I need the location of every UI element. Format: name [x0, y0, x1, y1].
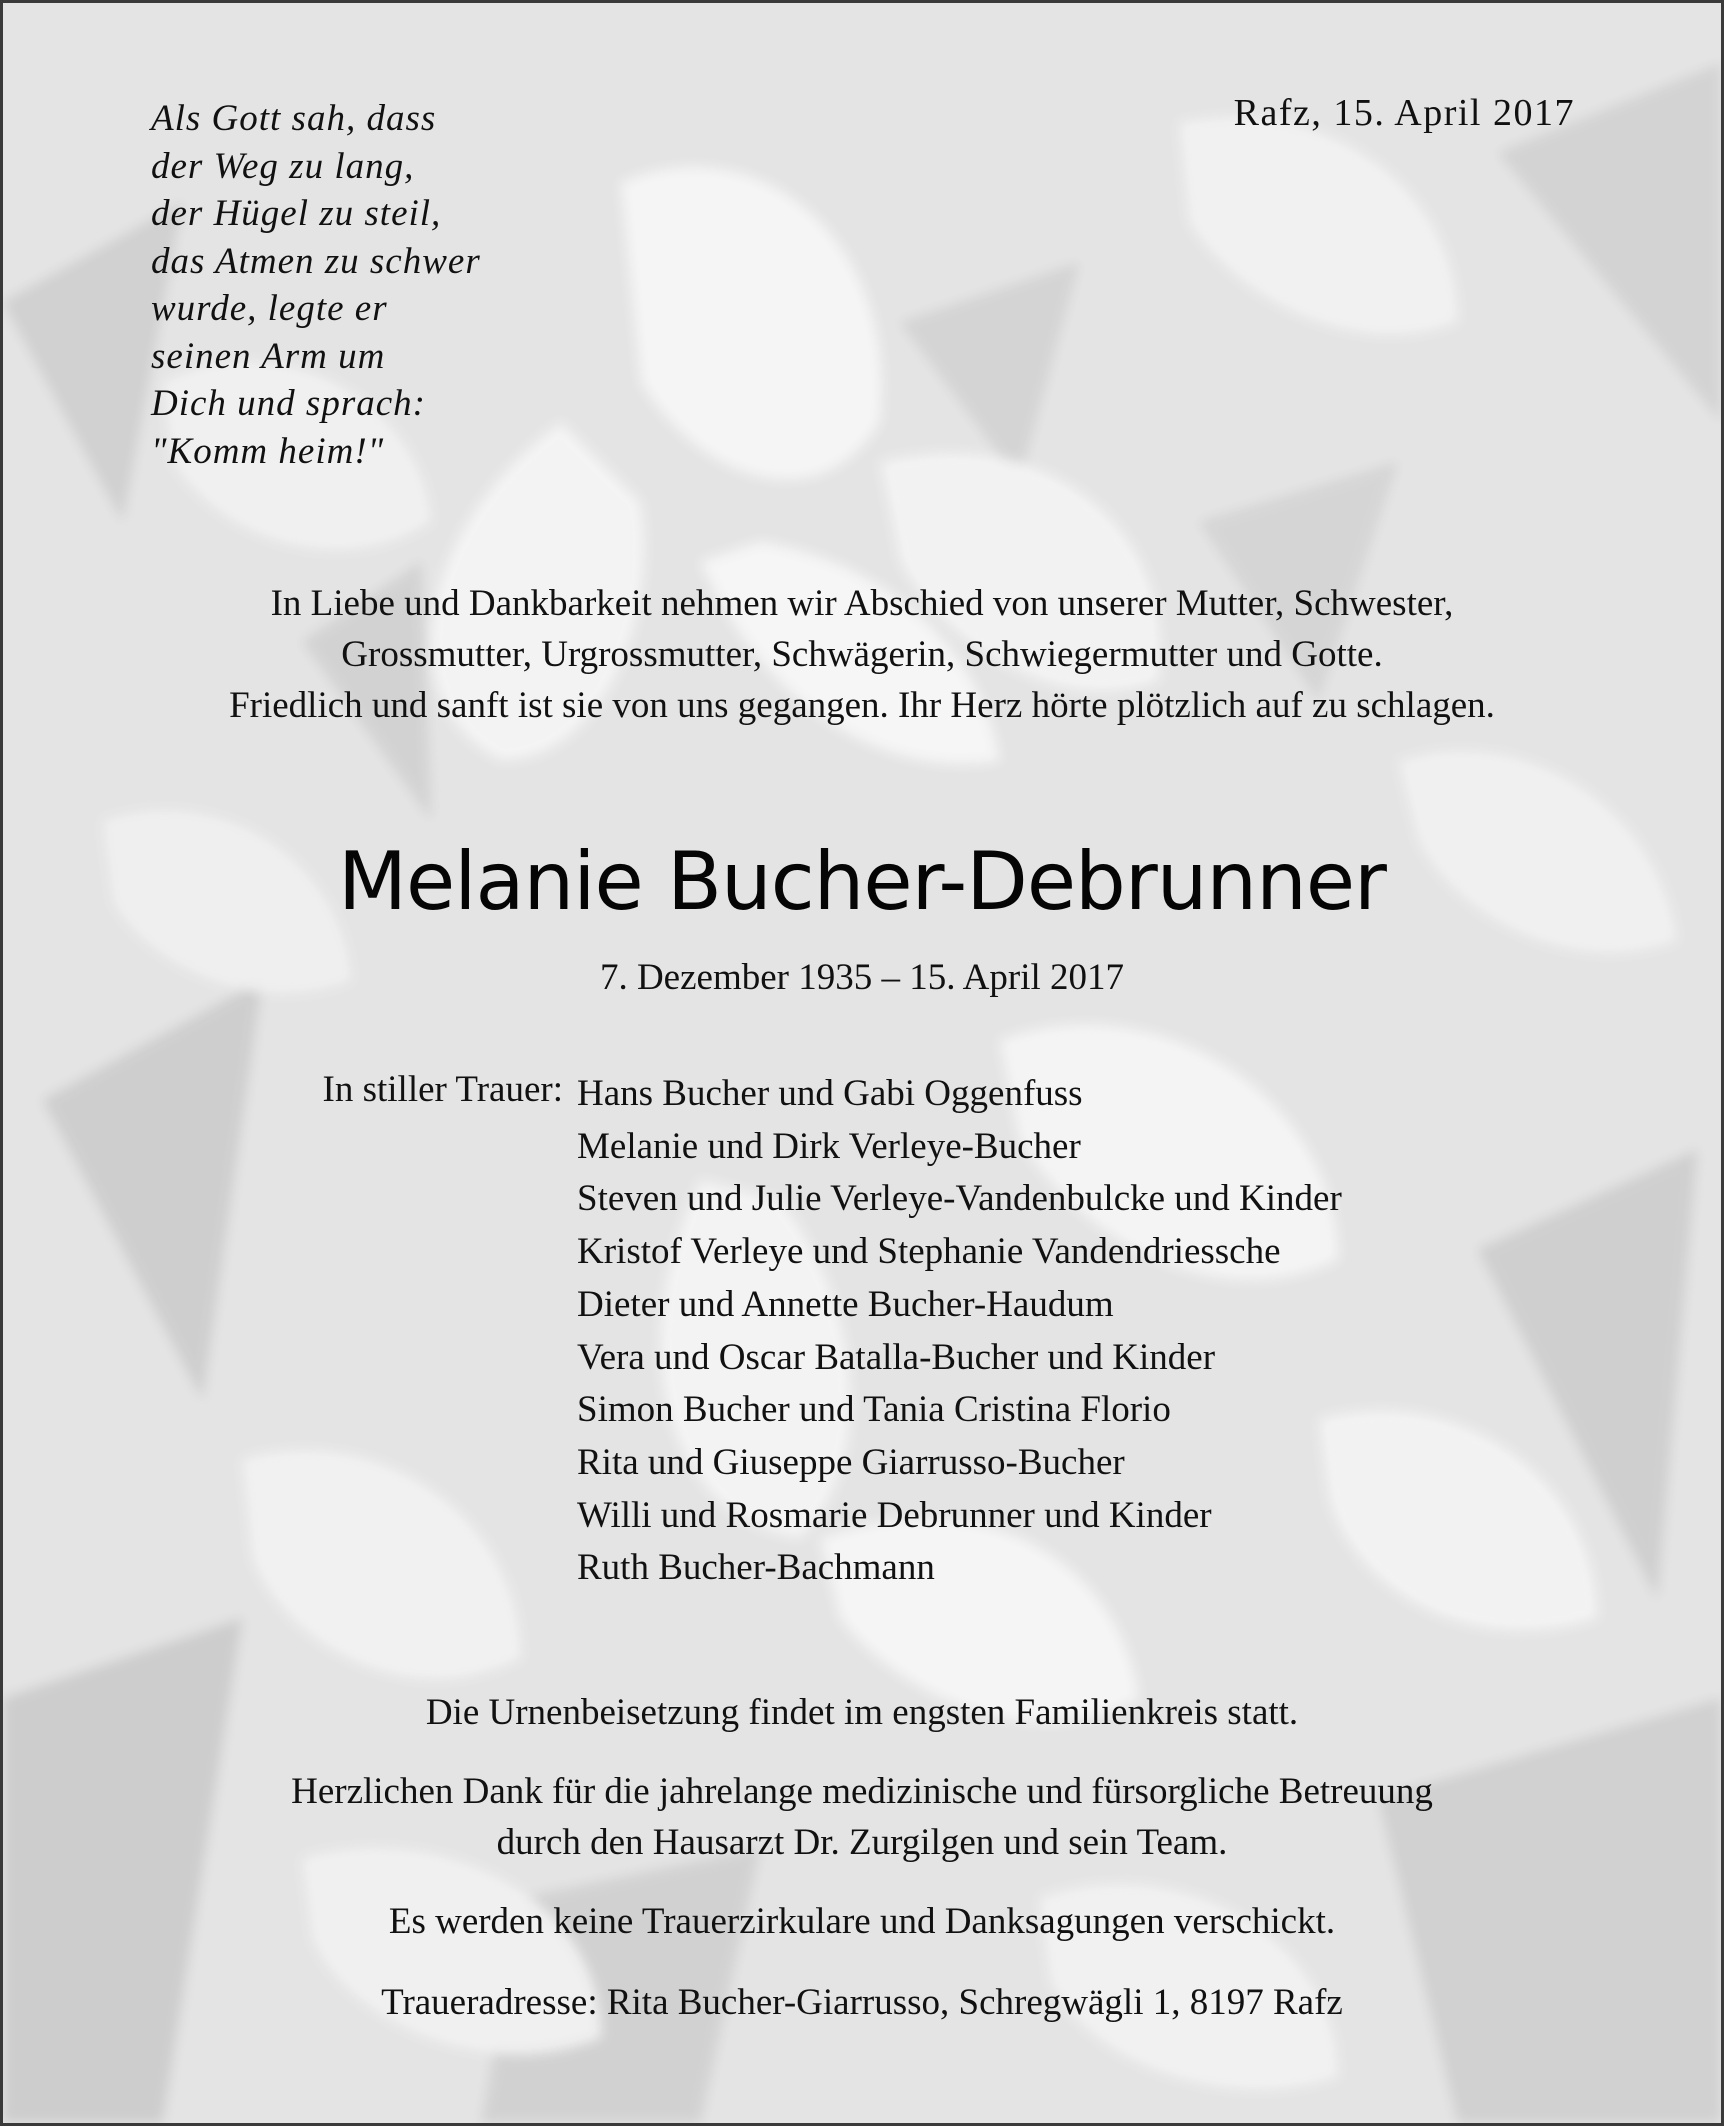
mourner-entry: Steven und Julie Verleye-Vandenbulcke und Kinder	[577, 1178, 1342, 1220]
poem-line: der Weg zu lang,	[151, 145, 415, 187]
poem	[151, 95, 481, 475]
mourner-entry: Kristof Verleye und Stephanie Vandendriessche	[577, 1231, 1281, 1273]
mourner-entry: Dieter und Annette Bucher-Haudum	[577, 1283, 1114, 1325]
no-circulars-text: Es werden keine Trauerzirkulare und Danksagungen verschickt.	[388, 1901, 1336, 1942]
mourner-entry: Simon Bucher und Tania Cristina Florio	[577, 1389, 1171, 1431]
burial-notice-text: Die Urnenbeisetzung findet im engsten Familienkreis statt.	[425, 1692, 1299, 1733]
place-and-date: Rafz, 15. April 2017	[1233, 92, 1575, 134]
mourner-entry: Willi und Rosmarie Debrunner und Kinder	[577, 1494, 1212, 1536]
intro-line: In Liebe und Dankbarkeit nehmen wir Abschied von unserer Mutter, Schwester,	[270, 583, 1454, 624]
thanks-line: durch den Hausarzt Dr. Zurgilgen und sein Team.	[496, 1822, 1228, 1863]
burial-notice	[3, 1687, 1721, 1738]
no-circulars-notice	[3, 1896, 1721, 1947]
thanks-line: Herzlichen Dank für die jahrelange medizinische und fürsorgliche Betreuung	[291, 1771, 1433, 1812]
poem-line: "Komm heim!"	[151, 430, 385, 472]
poem-line: wurde, legte er	[151, 288, 388, 329]
mourning-label: In stiller Trauer:	[322, 1069, 563, 1110]
life-dates: 7. Dezember 1935 – 15. April 2017	[599, 957, 1125, 998]
mourner-entry: Vera und Oscar Batalla-Bucher und Kinder	[577, 1336, 1216, 1378]
poem-line: Als Gott sah, dass	[151, 98, 437, 139]
intro-line: Friedlich und sanft ist sie von uns gegangen. Ihr Herz hörte plötzlich auf zu schlagen.	[229, 685, 1495, 726]
deceased-name: Melanie Bucher-Debrunner	[338, 835, 1386, 928]
poem-line: das Atmen zu schwer	[151, 240, 481, 282]
mourners-list	[577, 1068, 1342, 1595]
intro-line: Grossmutter, Urgrossmutter, Schwägerin, Schwiegermutter und Gotte.	[341, 634, 1383, 675]
intro-text	[3, 578, 1721, 731]
mourner-entry: Ruth Bucher-Bachmann	[577, 1547, 935, 1589]
mourner-entry: Melanie und Dirk Verleye-Bucher	[577, 1125, 1081, 1167]
mourning-address	[3, 1977, 1721, 2028]
poem-line: seinen Arm um	[151, 335, 386, 377]
thanks-notice	[3, 1766, 1721, 1868]
mourner-entry: Rita und Giuseppe Giarrusso-Bucher	[577, 1441, 1125, 1483]
mourner-entry: Hans Bucher und Gabi Oggenfuss	[577, 1073, 1083, 1114]
mourning-address-text: Traueradresse: Rita Bucher-Giarrusso, Schregwägli 1, 8197 Rafz	[381, 1982, 1343, 2023]
poem-line: Dich und sprach:	[151, 383, 426, 424]
poem-line: der Hügel zu steil,	[151, 193, 442, 234]
